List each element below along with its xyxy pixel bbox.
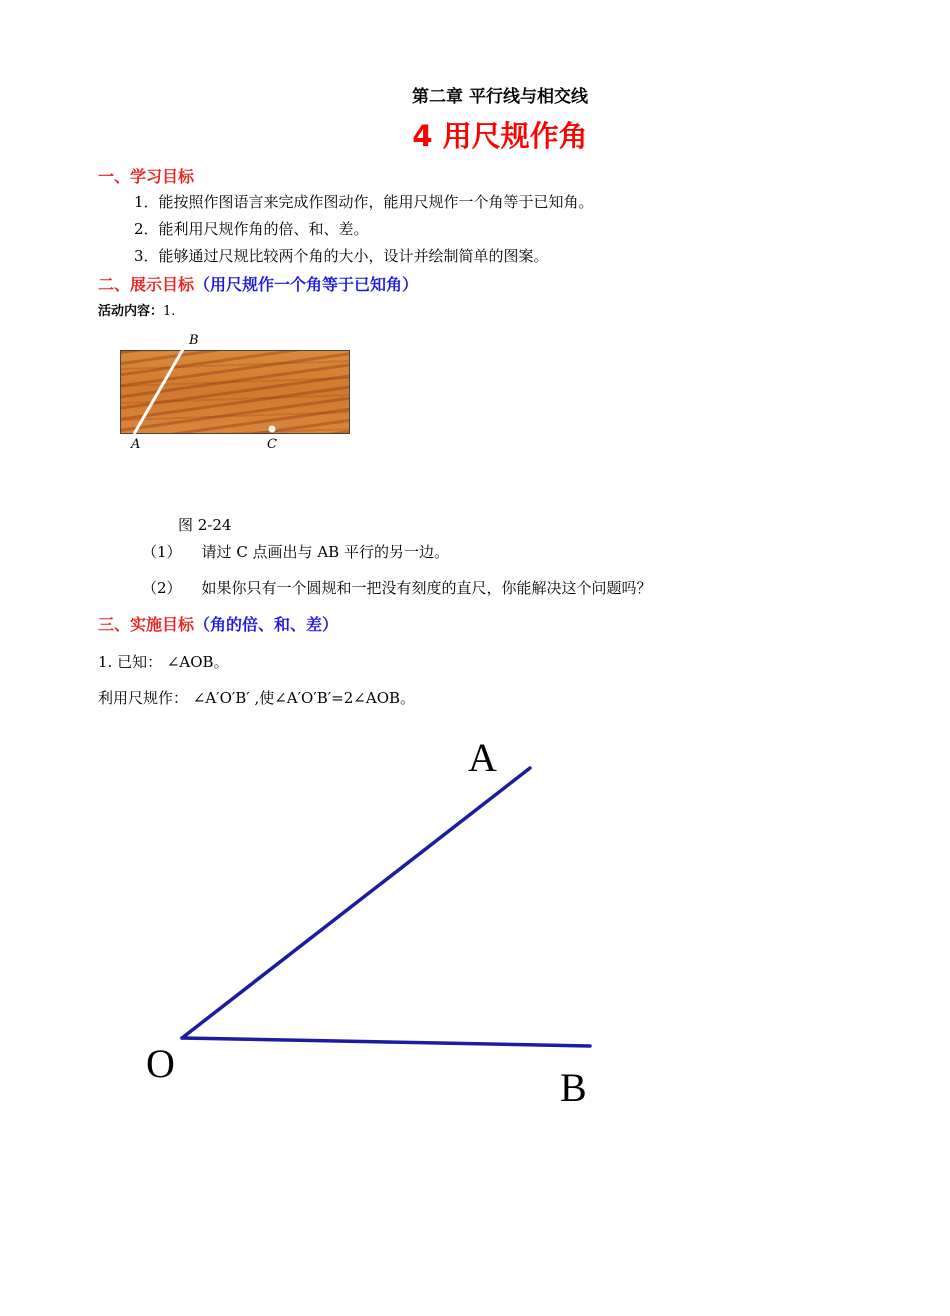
task-line: 利用尺规作： ∠A′O′B′ ,使∠A′O′B′=2∠AOB。 — [98, 689, 416, 707]
label-angle-o: O — [146, 1041, 175, 1086]
question-text: 如果你只有一个圆规和一把没有刻度的直尺，你能解决这个问题吗？ — [201, 579, 652, 597]
lesson-title: 4 用尺规作角 — [412, 119, 588, 153]
section-heading-paren: （用尺规作一个角等于已知角） — [194, 275, 419, 294]
ray-oa — [182, 768, 530, 1038]
section-heading-text: 三、实施目标 — [98, 615, 195, 634]
goal-item: 1．能按照作图语言来完成作图动作，能用尺规作一个角等于已知角。 — [134, 193, 594, 211]
section-heading-implementation-goals — [98, 612, 338, 635]
label-b: B — [189, 333, 199, 348]
label-c: C — [267, 437, 277, 452]
ray-ob — [182, 1038, 590, 1046]
question-1 — [142, 541, 449, 562]
point-c — [269, 426, 276, 433]
label-angle-b: B — [560, 1065, 587, 1110]
label-angle-a: A — [468, 735, 497, 780]
figure-overlay — [110, 330, 370, 460]
section-heading-paren: （角的倍、和、差） — [194, 615, 339, 634]
activity-line — [98, 300, 175, 319]
goal-item: 3．能够通过尺规比较两个角的大小，设计并绘制简单的图案。 — [134, 247, 549, 265]
figure-caption: 图 2-24 — [178, 516, 232, 534]
activity-label: 活动内容： — [98, 304, 164, 319]
section-heading-learning-goals: 一、学习目标 — [98, 167, 195, 186]
section-heading-display-goals — [98, 272, 418, 295]
section-heading-text: 二、展示目标 — [98, 275, 195, 294]
question-text: 请过 C 点画出与 AB 平行的另一边。 — [201, 543, 449, 561]
segment-ab — [134, 344, 186, 434]
angle-aob-diagram — [0, 720, 950, 1140]
question-number: （1） — [142, 543, 182, 561]
question-2 — [142, 577, 652, 598]
activity-number: 1. — [163, 304, 176, 319]
chapter-title: 第二章 平行线与相交线 — [412, 87, 588, 107]
question-number: （2） — [142, 579, 182, 597]
label-a: A — [131, 437, 141, 452]
given-line: 1. 已知： ∠AOB。 — [98, 653, 229, 671]
goal-item: 2．能利用尺规作角的倍、和、差。 — [134, 220, 369, 238]
